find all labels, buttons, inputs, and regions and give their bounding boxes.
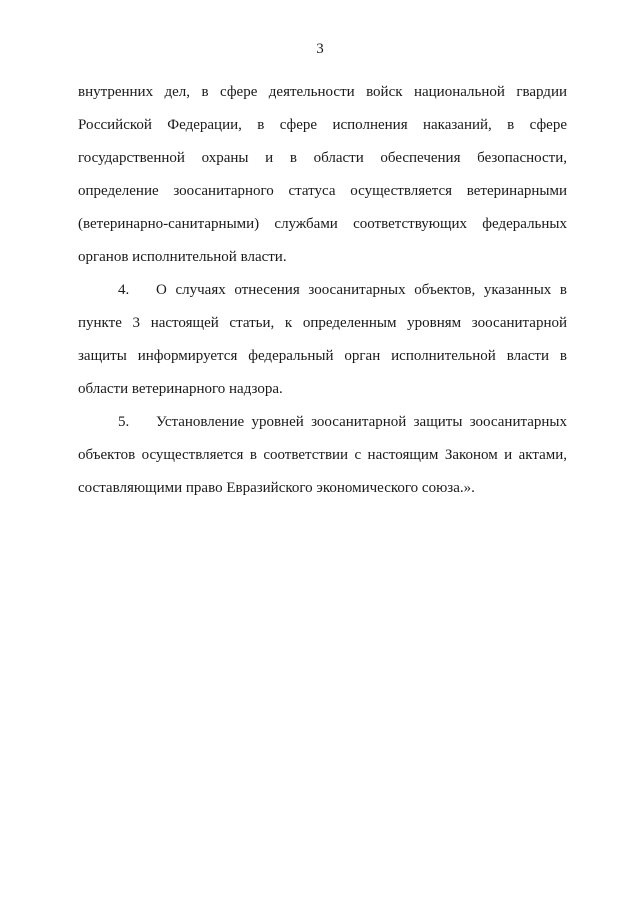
paragraph-number: 4. (118, 282, 130, 298)
paragraph-4 (78, 274, 567, 406)
paragraph-text: О случаях отнесения зоосанитарных объектов, указанных в пункте 3 настоящей статьи, к определенным уровням зоосанитарной защиты информируется федеральный орган исполнительной власти в области ветеринарного надзора. (78, 282, 567, 397)
paragraph-text: внутренних дел, в сфере деятельности войск национальной гвардии Российской Федерации, в сфере исполнения наказаний, в сфере государственной охраны и в области обеспечения безопасности, определение зоосанитарного статуса осуществляется ветеринарными (ветеринарно-санитарными) службами соответствующих федеральных органов исполнительной власти. (78, 84, 567, 265)
paragraph-number: 5. (118, 414, 130, 430)
paragraph-5 (78, 406, 567, 505)
document-body (78, 76, 567, 505)
page-number: 3 (316, 41, 324, 57)
paragraph-continuation (78, 76, 567, 274)
paragraph-text: Установление уровней зоосанитарной защиты зоосанитарных объектов осуществляется в соответствии с настоящим Законом и актами, составляющими право Евразийского экономического союза.». (78, 414, 567, 496)
